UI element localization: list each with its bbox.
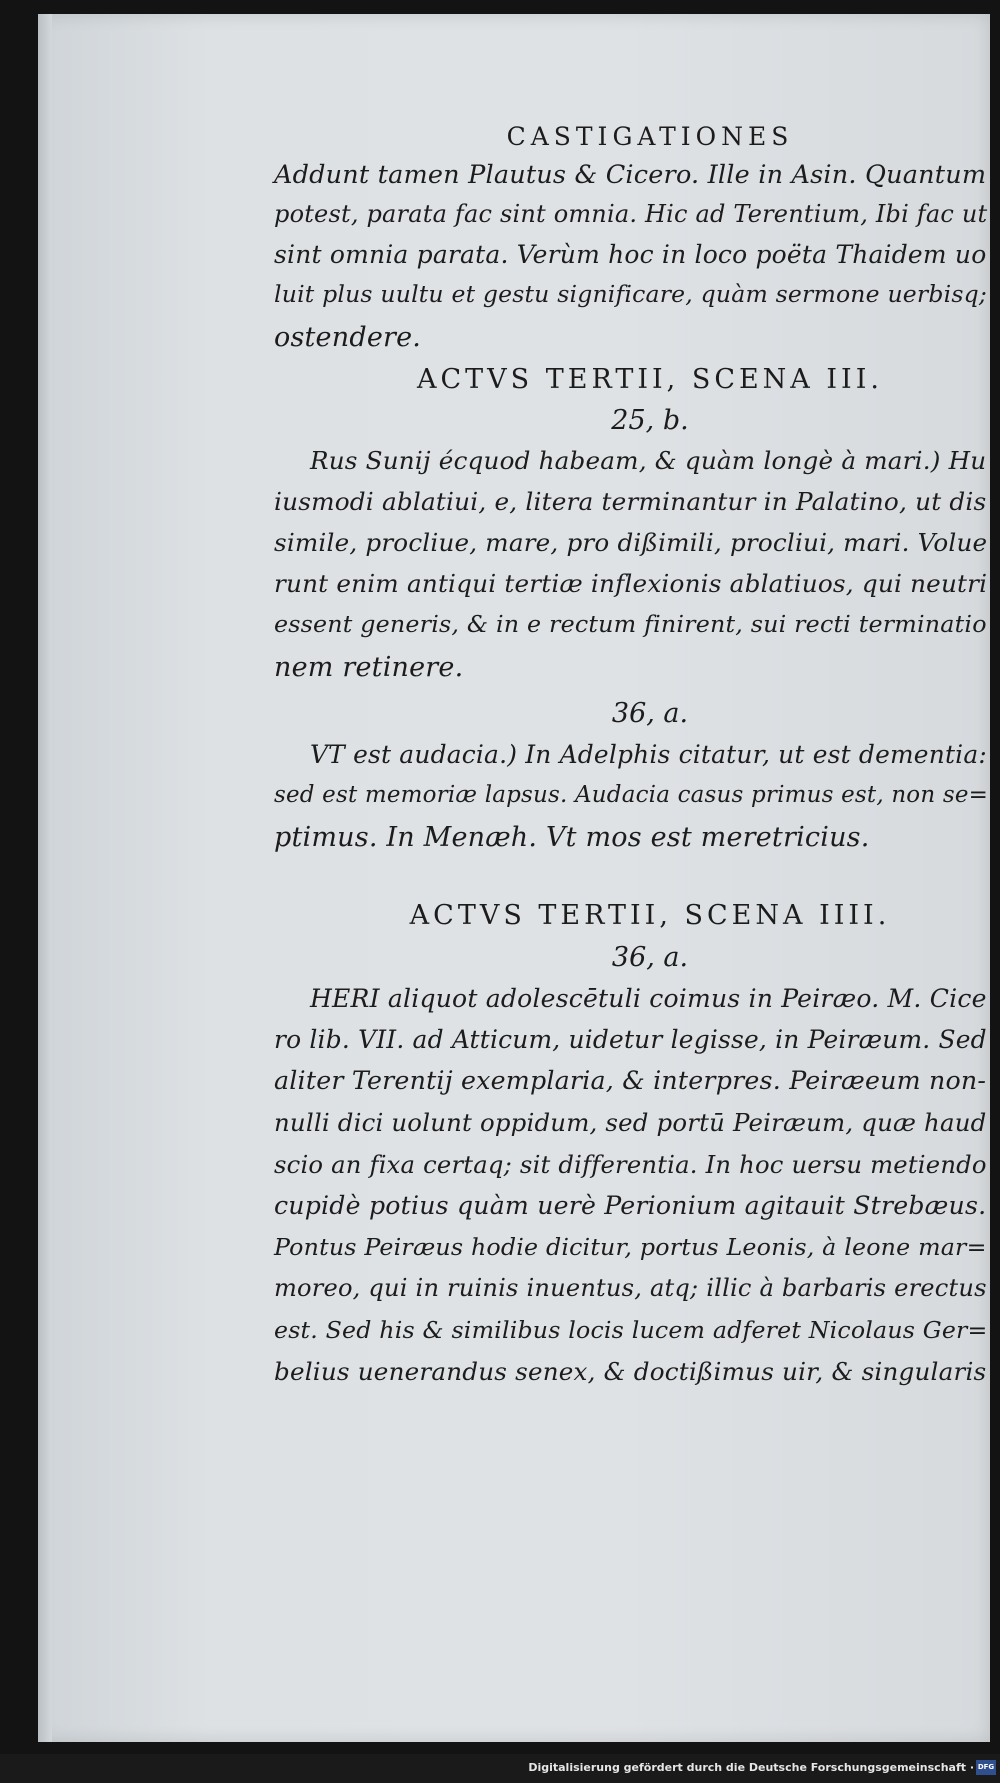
text-line: nem retinere.	[274, 652, 464, 683]
text-line: aliter Terentij exemplaria, & interpres. Peiræeum non-	[274, 1066, 987, 1095]
text-line: belius uenerandus senex, & doctißimus uir, & singularis	[274, 1357, 987, 1386]
text-line: Rus Sunij écquod habeam, & quàm longè à mari.) Hu	[310, 446, 987, 475]
text-line: potest, parata fac sint omnia. Hic ad Terentium, Ibi fac ut	[274, 200, 988, 228]
section-heading: ACTVS TERTII, SCENA III.	[417, 364, 883, 395]
page-reference: 36, a.	[611, 942, 689, 973]
text-line: essent generis, & in e rectum finirent, sui recti terminatio	[274, 610, 987, 638]
text-line: iusmodi ablatiui, e, litera terminantur in Palatino, ut dis	[274, 487, 987, 516]
text-line: sint omnia parata. Verùm hoc in loco poëta Thaidem uo	[274, 240, 987, 269]
text-line: ostendere.	[274, 322, 422, 353]
text-line: ptimus. In Menæh. Vt mos est meretricius.	[274, 822, 870, 853]
text-line: sed est memoriæ lapsus. Audacia casus primus est, non se=	[274, 782, 989, 808]
text-line: luit plus uultu et gestu significare, quàm sermone uerbisq;	[274, 280, 987, 308]
dfg-logo: DFG	[976, 1760, 996, 1775]
text-line: scio an fixa certaq; sit differentia. In hoc uersu metiendo	[274, 1150, 987, 1179]
section-heading: ACTVS TERTII, SCENA IIII.	[409, 900, 891, 931]
text-line: Pontus Peiræus hodie dicitur, portus Leonis, à leone mar=	[274, 1233, 987, 1261]
text-line: est. Sed his & similibus locis lucem adferet Nicolaus Ger=	[274, 1316, 988, 1344]
funding-notice: Digitalisierung gefördert durch die Deutsche Forschungsgemeinschaft ·	[528, 1761, 974, 1774]
page-reference: 25, b.	[611, 405, 689, 436]
text-line: moreo, qui in ruinis inuentus, atq; illic à barbaris erectus	[274, 1274, 987, 1302]
running-head: CASTIGATIONES	[506, 122, 794, 151]
page-edge	[38, 14, 52, 1742]
text-line: VT est audacia.) In Adelphis citatur, ut est dementia:	[310, 740, 987, 769]
text-line: Addunt tamen Plautus & Cicero. Ille in Asin. Quantum	[274, 160, 987, 190]
book-page	[38, 14, 990, 1742]
text-line: simile, procliue, mare, pro dißimili, procliui, mari. Volue	[274, 528, 988, 557]
text-line: cupidè potius quàm uerè Perionium agitauit Strebæus.	[274, 1191, 987, 1220]
page-reference: 36, a.	[611, 698, 689, 729]
text-line: nulli dici uolunt oppidum, sed portū Peiræum, quæ haud	[274, 1108, 987, 1137]
text-line: runt enim antiqui tertiæ inflexionis ablatiuos, qui neutri	[274, 569, 988, 598]
text-line: ro lib. VII. ad Atticum, uidetur legisse, in Peiræum. Sed	[274, 1025, 987, 1054]
footer-bar	[0, 1754, 1000, 1783]
text-line: HERI aliquot adolescētuli coimus in Peiræo. M. Cice	[310, 984, 987, 1013]
